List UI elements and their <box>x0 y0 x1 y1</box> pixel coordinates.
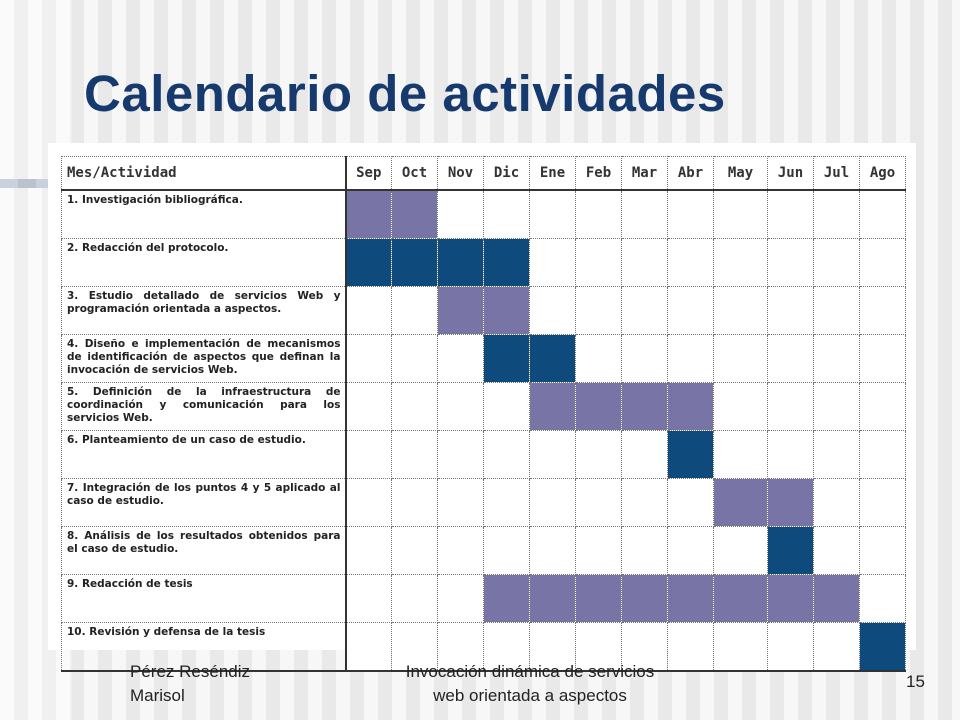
schedule-empty-cell <box>484 383 530 431</box>
header-activity: Mes/Actividad <box>62 157 346 191</box>
activity-row <box>62 431 906 479</box>
schedule-empty-cell <box>714 335 768 383</box>
schedule-empty-cell <box>576 287 622 335</box>
schedule-bar-cell <box>484 575 530 623</box>
page-number: 15 <box>906 672 925 691</box>
schedule-empty-cell <box>576 431 622 479</box>
activity-label: 3. Estudio detallado de servicios Web y programación orientada a aspectos. <box>62 287 346 335</box>
schedule-bar-cell <box>814 575 860 623</box>
schedule-empty-cell <box>814 431 860 479</box>
schedule-empty-cell <box>814 479 860 527</box>
footer-subject-line2: web orientada a aspectos <box>433 686 627 705</box>
activity-label: 1. Investigación bibliográfica. <box>62 190 346 239</box>
schedule-empty-cell <box>576 527 622 575</box>
schedule-empty-cell <box>346 383 392 431</box>
header-month: Sep <box>346 157 392 191</box>
slide-title: Calendario de actividades <box>84 65 726 122</box>
schedule-empty-cell <box>668 190 714 239</box>
header-month: Dic <box>484 157 530 191</box>
schedule-panel <box>48 143 916 650</box>
footer-author-line1: Pérez Reséndiz <box>130 662 251 681</box>
schedule-bar-cell <box>530 383 576 431</box>
schedule-empty-cell <box>576 190 622 239</box>
activity-label: 7. Integración de los puntos 4 y 5 aplicado al caso de estudio. <box>62 479 346 527</box>
schedule-empty-cell <box>392 383 438 431</box>
schedule-empty-cell <box>860 527 906 575</box>
schedule-empty-cell <box>346 431 392 479</box>
schedule-empty-cell <box>768 431 814 479</box>
activity-row <box>62 239 906 287</box>
header-month: Ago <box>860 157 906 191</box>
header-month: Jun <box>768 157 814 191</box>
schedule-empty-cell <box>530 239 576 287</box>
schedule-bar-cell <box>768 575 814 623</box>
footer-author-line2: Marisol <box>130 686 185 705</box>
footer-subject-line1: Invocación dinámica de servicios <box>405 662 655 681</box>
activity-row <box>62 335 906 383</box>
schedule-empty-cell <box>860 431 906 479</box>
schedule-bar-cell <box>668 575 714 623</box>
schedule-empty-cell <box>860 479 906 527</box>
footer-author <box>130 660 250 708</box>
schedule-empty-cell <box>438 479 484 527</box>
header-month: Feb <box>576 157 622 191</box>
schedule-bar-cell <box>530 335 576 383</box>
activity-label: 8. Análisis de los resultados obtenidos para el caso de estudio. <box>62 527 346 575</box>
schedule-empty-cell <box>668 527 714 575</box>
schedule-bar-cell <box>392 190 438 239</box>
schedule-empty-cell <box>392 575 438 623</box>
schedule-empty-cell <box>346 335 392 383</box>
schedule-empty-cell <box>622 431 668 479</box>
schedule-empty-cell <box>392 431 438 479</box>
schedule-table <box>61 156 906 672</box>
schedule-empty-cell <box>860 383 906 431</box>
schedule-bar-cell <box>668 383 714 431</box>
schedule-empty-cell <box>622 190 668 239</box>
header-month: Abr <box>668 157 714 191</box>
schedule-bar-cell <box>622 383 668 431</box>
schedule-bar-cell <box>438 239 484 287</box>
schedule-empty-cell <box>392 527 438 575</box>
header-month: Jul <box>814 157 860 191</box>
schedule-empty-cell <box>814 239 860 287</box>
schedule-empty-cell <box>484 527 530 575</box>
schedule-header-row <box>62 157 906 191</box>
schedule-empty-cell <box>768 287 814 335</box>
activity-label: 6. Planteamiento de un caso de estudio. <box>62 431 346 479</box>
schedule-empty-cell <box>392 287 438 335</box>
schedule-empty-cell <box>530 527 576 575</box>
schedule-bar-cell <box>714 479 768 527</box>
schedule-empty-cell <box>714 431 768 479</box>
activity-label: 4. Diseño e implementación de mecanismos de identificación de aspectos que definan la invocación de servicios Web. <box>62 335 346 383</box>
schedule-empty-cell <box>814 527 860 575</box>
header-month: Nov <box>438 157 484 191</box>
schedule-bar-cell <box>346 190 392 239</box>
schedule-bar-cell <box>576 575 622 623</box>
schedule-empty-cell <box>438 383 484 431</box>
activity-label: 2. Redacción del protocolo. <box>62 239 346 287</box>
schedule-empty-cell <box>768 190 814 239</box>
schedule-empty-cell <box>576 239 622 287</box>
schedule-empty-cell <box>622 287 668 335</box>
schedule-empty-cell <box>576 335 622 383</box>
schedule-empty-cell <box>576 479 622 527</box>
schedule-empty-cell <box>814 623 860 672</box>
schedule-empty-cell <box>860 575 906 623</box>
schedule-empty-cell <box>346 479 392 527</box>
schedule-empty-cell <box>714 383 768 431</box>
schedule-empty-cell <box>346 575 392 623</box>
schedule-empty-cell <box>438 527 484 575</box>
schedule-bar-cell <box>438 287 484 335</box>
activity-row <box>62 527 906 575</box>
schedule-empty-cell <box>438 575 484 623</box>
schedule-body <box>62 190 906 671</box>
schedule-empty-cell <box>438 190 484 239</box>
schedule-empty-cell <box>622 527 668 575</box>
activity-label: 9. Redacción de tesis <box>62 575 346 623</box>
activity-row <box>62 383 906 431</box>
schedule-empty-cell <box>860 287 906 335</box>
schedule-empty-cell <box>668 287 714 335</box>
schedule-empty-cell <box>714 527 768 575</box>
schedule-empty-cell <box>814 383 860 431</box>
schedule-empty-cell <box>530 479 576 527</box>
schedule-bar-cell <box>768 479 814 527</box>
schedule-bar-cell <box>484 239 530 287</box>
schedule-bar-cell <box>484 287 530 335</box>
activity-row <box>62 479 906 527</box>
header-month: Oct <box>392 157 438 191</box>
schedule-empty-cell <box>860 239 906 287</box>
schedule-empty-cell <box>668 335 714 383</box>
schedule-empty-cell <box>484 479 530 527</box>
schedule-bar-cell <box>860 623 906 672</box>
schedule-empty-cell <box>714 623 768 672</box>
schedule-empty-cell <box>530 287 576 335</box>
schedule-bar-cell <box>392 239 438 287</box>
schedule-bar-cell <box>668 431 714 479</box>
schedule-empty-cell <box>622 479 668 527</box>
schedule-empty-cell <box>768 239 814 287</box>
header-month: Mar <box>622 157 668 191</box>
schedule-bar-cell <box>484 335 530 383</box>
activity-row <box>62 287 906 335</box>
schedule-empty-cell <box>530 431 576 479</box>
schedule-bar-cell <box>768 527 814 575</box>
schedule-empty-cell <box>622 239 668 287</box>
schedule-empty-cell <box>438 335 484 383</box>
schedule-empty-cell <box>860 335 906 383</box>
activity-label: 10. Revisión y defensa de la tesis <box>62 623 346 672</box>
schedule-empty-cell <box>714 190 768 239</box>
schedule-bar-cell <box>576 383 622 431</box>
schedule-empty-cell <box>392 479 438 527</box>
schedule-empty-cell <box>860 190 906 239</box>
activity-row <box>62 575 906 623</box>
schedule-empty-cell <box>438 431 484 479</box>
schedule-bar-cell <box>714 575 768 623</box>
schedule-bar-cell <box>346 239 392 287</box>
header-month: Ene <box>530 157 576 191</box>
schedule-empty-cell <box>768 623 814 672</box>
schedule-empty-cell <box>346 527 392 575</box>
footer-subject <box>380 660 680 708</box>
schedule-empty-cell <box>530 190 576 239</box>
activity-label: 5. Definición de la infraestructura de coordinación y comunicación para los servicios Web. <box>62 383 346 431</box>
activity-row <box>62 190 906 239</box>
schedule-empty-cell <box>768 335 814 383</box>
schedule-empty-cell <box>814 287 860 335</box>
schedule-empty-cell <box>714 239 768 287</box>
schedule-empty-cell <box>714 287 768 335</box>
schedule-bar-cell <box>622 575 668 623</box>
schedule-empty-cell <box>668 239 714 287</box>
schedule-empty-cell <box>392 335 438 383</box>
schedule-empty-cell <box>346 287 392 335</box>
schedule-bar-cell <box>530 575 576 623</box>
schedule-empty-cell <box>622 335 668 383</box>
schedule-empty-cell <box>668 479 714 527</box>
schedule-empty-cell <box>484 431 530 479</box>
schedule-empty-cell <box>814 335 860 383</box>
schedule-empty-cell <box>484 190 530 239</box>
schedule-empty-cell <box>768 383 814 431</box>
schedule-empty-cell <box>814 190 860 239</box>
header-month: May <box>714 157 768 191</box>
